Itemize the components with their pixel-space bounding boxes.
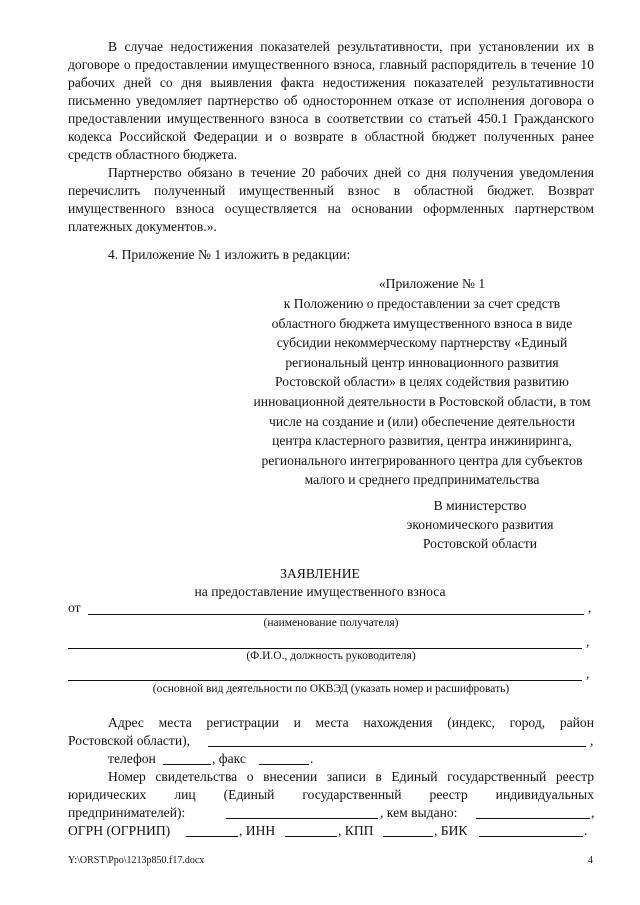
kpp-field[interactable] <box>383 836 433 837</box>
from-label: от <box>68 600 81 615</box>
fax-label: , факс <box>212 751 246 766</box>
comma: , <box>586 666 590 681</box>
certificate-number-field[interactable] <box>226 818 378 819</box>
kpp-label: , КПП <box>338 823 374 838</box>
paragraph-item-4: 4. Приложение № 1 изложить в редакции: <box>108 247 351 262</box>
period: . <box>310 751 314 766</box>
caption-okved: (основной вид деятельности по ОКВЭД (указать номер и расшифровать) <box>152 683 510 695</box>
comma: , <box>590 733 594 748</box>
okved-field[interactable] <box>68 680 582 681</box>
caption-recipient-name: (наименование получателя) <box>263 617 399 629</box>
page-number: 4 <box>588 855 593 866</box>
appendix-title: «Приложение № 1 <box>378 276 486 291</box>
issued-by-field[interactable] <box>476 818 590 819</box>
address-field[interactable] <box>208 746 586 747</box>
inn-field[interactable] <box>285 836 337 837</box>
ogrn-label: ОГРН (ОГРНИП) <box>68 823 171 838</box>
paragraph-nonperformance: В случае недостижения показателей результативности, при установлении их в договоре о предоставлении имущественного взноса, главный распорядитель в течение 10 рабочих дней со дня выявления факта недостижения показателей результативности письменно уведомляет партнерство об одностороннем отказе от исполнения договора о предоставлении имущественного взноса в соответствии со статьей 450.1 Гражданского кодекса Российской Федерации и о возврате в областной бюджет полученных ранее средств областного бюджета. <box>68 39 594 162</box>
phone-field[interactable] <box>163 764 211 765</box>
address-line-2: Ростовской области), <box>68 733 191 748</box>
caption-head-name: (Ф.И.О., должность руководителя) <box>246 650 416 662</box>
addressee-line-2: экономического развития <box>406 517 554 532</box>
ogrn-field[interactable] <box>186 836 238 837</box>
period: . <box>584 823 588 838</box>
bik-label: , БИК <box>434 823 468 838</box>
address-line-1: Адрес места регистрации и места нахождения (индекс, город, район <box>108 715 594 730</box>
recipient-name-field[interactable] <box>88 614 584 615</box>
form-title: ЗАЯВЛЕНИЕ <box>280 566 360 581</box>
addressee-line-3: Ростовской области <box>422 536 538 551</box>
issued-by-label: , кем выдано: <box>380 805 458 820</box>
paragraph-refund: Партнерство обязано в течение 20 рабочих дней со дня получения уведомления перечислить полученный имущественный взнос в областной бюджет. Возврат имущественного взноса осуществляется на основании оформленных партнерством платежных документов.». <box>68 165 594 234</box>
registration-line-1: Номер свидетельства о внесении записи в Единый государственный реестр <box>108 769 594 784</box>
form-subtitle: на предоставление имущественного взноса <box>194 584 446 599</box>
fax-field[interactable] <box>259 764 309 765</box>
bik-field[interactable] <box>479 836 583 837</box>
phone-label: телефон <box>108 751 156 766</box>
appendix-description: к Положению о предоставлении за счет средств областного бюджета имущественного взноса в виде субсидии некоммерческому партнерству «Единый региональный центр инновационного развития Ростовской области» в целях содействия развитию инновационной деятельности в Ростовской области, в том числе на создание и (или) обеспечение деятельности центра кластерного развития, центра инжиниринга, регионального интегрированного центра для субъектов малого и среднего предпринимательства <box>253 296 591 488</box>
footer-file-path: Y:\ORST\Ppo\1213p850.f17.docx <box>68 855 205 866</box>
comma: , <box>591 805 595 820</box>
registration-line-2: юридических лиц (Единый государственный реестр индивидуальных <box>68 787 594 802</box>
head-name-field[interactable] <box>68 648 582 649</box>
inn-label: , ИНН <box>239 823 276 838</box>
registration-line-3: предпринимателей): <box>68 805 186 820</box>
addressee-line-1: В министерство <box>433 498 527 513</box>
comma: , <box>586 634 590 649</box>
comma: , <box>588 600 592 615</box>
